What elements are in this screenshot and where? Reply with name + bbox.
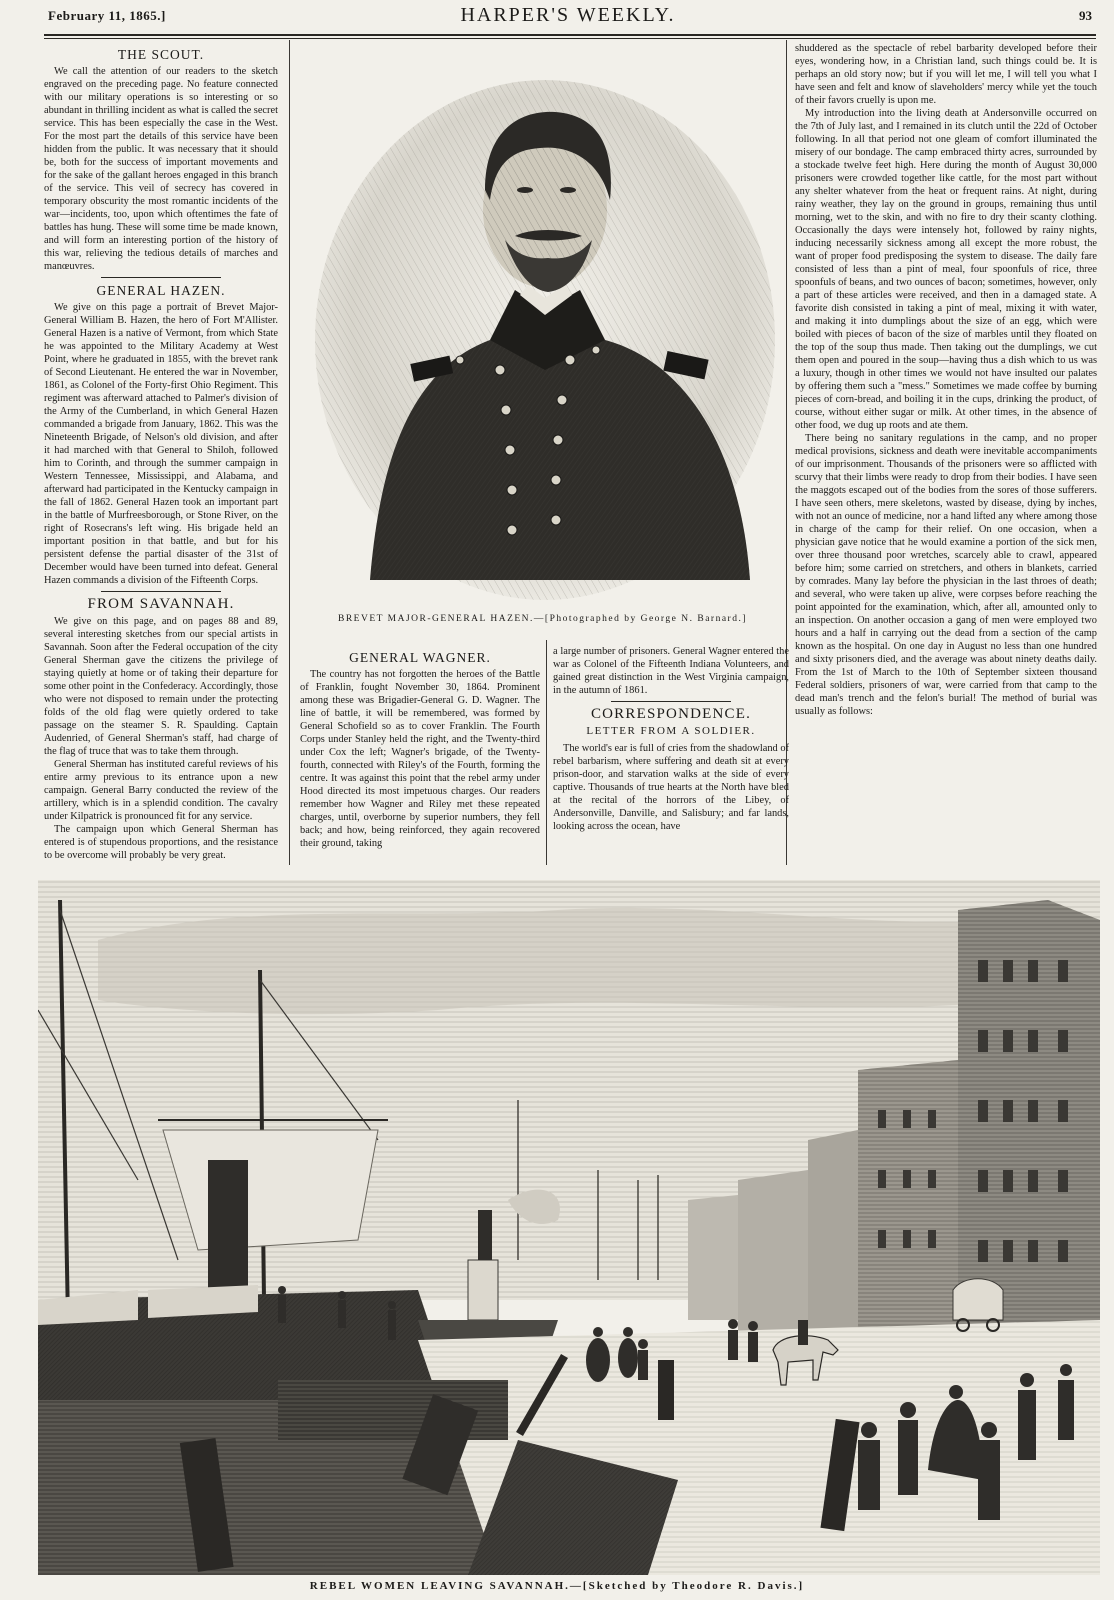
wagner-column [300, 645, 540, 850]
publication-title: HARPER'S WEEKLY. [460, 4, 676, 26]
scout-text: We call the attention of our readers to the sketch engraved on the preceding page. No feature connected with our military operations is so interesting or so abundant in thrilling incident as what is called the secret service. This has been especially the case in the West. For the most part the details of this service have been hidden from the public. It was necessary that it should be, both for the success of important movements and for the sake of the gallant heroes engaged in this branch of the service. This veil of secrecy has covered in temporary obscurity the most romantic incidents of the war—incidents, too, upon which oftentimes the fate of battles has hung. These will some time be made known, and will form an interesting portion of the history of this war, relieving the tedious details of marches and manœuvres. [44, 66, 279, 272]
section-divider [101, 277, 221, 278]
correspondence-column [553, 645, 789, 833]
letter-continued: shuddered as the spectacle of rebel barbarity developed before their eyes, wondering how, in a Christian land, such things could be. It is perhaps an old story now; but if you will let me, I will tell you what I have seen and felt and know of slaveholders' mercy while yet the touch of their favors cruelly is upon me. [795, 43, 1097, 106]
section-divider [101, 591, 221, 592]
page-number: 93 [1079, 8, 1092, 23]
left-column [44, 42, 278, 862]
engraving-caption: REBEL WOMEN LEAVING SAVANNAH.—[Sketched by Theodore R. Davis.] [309, 1580, 805, 1592]
column-divider-middle [546, 640, 547, 865]
column-divider-left [289, 40, 290, 865]
section-divider [611, 701, 731, 702]
wagner-continued: a large number of prisoners. General Wagner entered the war as Colonel of the Fifteenth Indiana Volunteers, and gained great distinction in the West Virginia campaign, in the autumn of 1861. [553, 646, 789, 696]
harbor-illustration [38, 880, 1100, 1575]
wagner-heading: GENERAL WAGNER. [349, 650, 491, 665]
letter-subheading: LETTER FROM A SOLDIER. [586, 725, 756, 737]
masthead-rule-thin [44, 38, 1096, 39]
masthead [40, 2, 1096, 34]
letter-paragraph: My introduction into the living death at Andersonville occurred on the 7th of July last, and I remained in its clutch until the 22d of October following. In all that period not one gleam of comfort illuminated the misery of our bondage. The camp embraced thirty acres, surrounded by a stockade twelve feet high. Here during the month of August 30,000 prisoners were crowded together like cattle, for the most part without any shelter whatever from the heat or frequent rains. At night, during rainy weather, they lay on the ground in groups, remaining thus until morning, wet to the skin, and with no fire to dry their scanty clothing. Occasionally the days were intensely hot, followed by rainy nights, inducing necessarily sickness among all except the more robust, the want of proper food predisposing the system to disease. The daily fare consisted of less than a pint of meal, four spoonfuls of rice, three spoonfuls of beans, and two ounces of bacon; sometimes, however, only a part of these articles were received, and then in a damaged state. A favorite dish consisted in taking a pint of meal, mixing it with water, and making it into dumplings about the size of an egg, which were boiled with pieces of bacon of the size of marbles until they floated on the top of the soup thus made. Then taking out the dumplings, we cut them open and poured in the soup—having thus a dish which to us was a luxury, though in other times we would not have insulted our palates by offering them such a "mess." Sometimes we made coffee by burning pieces of corn-bread, and boiling it in the cups, drinking the product, of course, without either sugar or milk. At other times, in the absence of other food, we dug up roots and ate them. [795, 108, 1097, 431]
hazen-portrait [300, 40, 785, 610]
issue-date: February 11, 1865.] [48, 8, 166, 23]
letter-text: The world's ear is full of cries from the shadowland of rebel barbarism, where suffering and death sit at every prison-door, and starvation walks at the side of every captive. Thousands of true hearts at the North have bled at the recital of the horrors of the Libey, of Andersonville, Danville, and Salisbury; and far lands, looking across the ocean, have [553, 743, 789, 832]
savannah-harbor-engraving [38, 880, 1100, 1575]
portrait-engraving [300, 40, 785, 610]
savannah-paragraph: We give on this page, and on pages 88 and 89, several interesting sketches from our special artists in Savannah. Soon after the Federal occupation of the city General Sherman gave the citizens the privilege of staying quietly at home or of taking their departure for some other point in the Confederacy. Accordingly, those who were not disposed to remain under the protecting folds of the old flag were quietly ordered to take passage on the steamer S. R. Spaulding. Captain Audenried, of General Sherman's staff, had charge of the flag of truce that was to take them through. [44, 616, 278, 757]
savannah-heading: FROM SAVANNAH. [87, 596, 235, 612]
correspondence-heading: CORRESPONDENCE. [590, 706, 752, 722]
masthead-rule [44, 34, 1096, 36]
savannah-paragraph: The campaign upon which General Sherman has entered is of stupendous proportions, and the resistance to be overcome will probably be very great. [44, 824, 278, 861]
right-column [795, 42, 1097, 718]
savannah-paragraph: General Sherman has instituted careful reviews of his entire army previous to its entrance upon a new campaign. General Barry conducted the review of the artillery, which is in a splendid condition. The cavalry under Kilpatrick is pronounced fit for any service. [44, 759, 278, 822]
hazen-text: We give on this page a portrait of Brevet Major-General William B. Hazen, the hero of Fort M'Allister. General Hazen is a native of Vermont, from which State he was appointed to the Military Academy at West Point, where he graduated in 1855, with the brevet rank of Second Lieutenant. He entered the war in November, 1861, as Colonel of the Forty-first Ohio Regiment. This regiment was afterward attached to Palmer's division of the Army of the Cumberland, in which General Hazen commanded a brigade from January, 1862. This was the Nineteenth Brigade, of Nelson's old division, and after it had marched with that General to Shiloh, followed him to Corinth, and through the summer campaign in Western Tennessee, Mississippi, and Alabama, and afterward had participated in the Kentucky campaign in the fall of 1862. General Hazen took an important part in the battle of Murfreesborough, or Stone River, on the right of Rosecrans's left wing. His brigade held an important position in that battle, and but for his persistent defense the partial disaster of the 31st of December would have been turned into defeat. General Hazen commands a division of the Fifteenth Corps. [44, 302, 278, 586]
scout-heading: THE SCOUT. [117, 47, 205, 62]
hazen-heading: GENERAL HAZEN. [96, 283, 226, 298]
wagner-text: The country has not forgotten the heroes of the Battle of Franklin, fought November 30, 1864. Prominent among these was Brigadier-General G. D. Wagner. The line of battle, it will be remembered, was formed by General Schofield so as to cover Franklin. The Fourth Corps under Stanley held the right, and the Twenty-third under Cox the left; Wagner's brigade, of the Twenty-fourth, connected with Riley's of the Fourth, forming the centre. It was against this point that the rebel army under Hood directed its most impetuous charges. Our readers remember how Wagner and Riley met these repeated charges, until, overborne by superior numbers, they fell back; and how, being reinforced, they again recovered their ground, taking [300, 669, 540, 849]
portrait-caption: BREVET MAJOR-GENERAL HAZEN.—[Photographed by George N. Barnard.] [337, 614, 747, 624]
letter-paragraph: There being no sanitary regulations in the camp, and no proper medical provisions, sickness and death were inevitable accompaniments of our imprisonment. Thousands of the prisoners were so afflicted with scurvy that their limbs were ready to drop from their bodies. I have seen the maggots escaped out of the bodies from the sores of those sufferers. I have seen others, mere skeletons, wasted by disease, dying by inches, with not an ounce of medicine, nor a hand lifted any where among those in charge of the camp for their relief. On one occasion, when a physician gave notice that he would examine a portion of the sick men, over three thousand poor wretches, scarcely able to crawl, appeared before him; some carried on stretchers, and others in blankets, carried by comrades. Many lay before the physician in the last throes of death; and several, who were taken up alive, were corpses before reaching the point appointed for the examination, which, after all, amounted only to an inspection. On another occasion a gang of men were employed two hours and a half in carrying out the dead from a section of the camp known as the hospital. On one day in August no less than one hundred and sixty prisoners died, and the average was about ninety deaths daily. From the 1st of March to the 10th of September sixteen thousand Federal soldiers, prisoners of war, were carried from that camp to the dead man's trench and the felon's burial! The method of burial was usually as follows: [795, 433, 1097, 717]
